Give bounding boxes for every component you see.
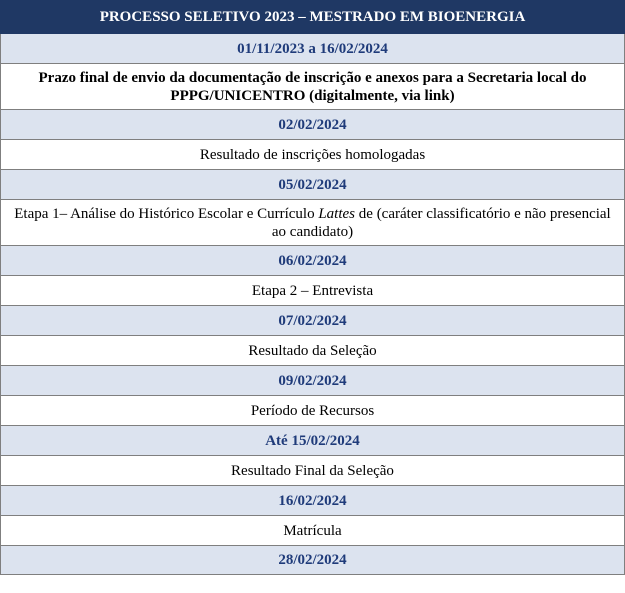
event-row xyxy=(1,516,625,546)
date-row xyxy=(1,110,625,140)
date-cell: 02/02/2024 xyxy=(1,110,625,140)
event-text: de (caráter classificatório e não presencial ao candidato) xyxy=(271,205,611,240)
date-row xyxy=(1,546,625,575)
date-row xyxy=(1,486,625,516)
event-cell: Resultado de inscrições homologadas xyxy=(1,140,625,170)
date-cell: 07/02/2024 xyxy=(1,306,625,336)
date-row xyxy=(1,170,625,200)
event-row xyxy=(1,396,625,426)
date-row xyxy=(1,246,625,276)
event-cell: Resultado da Seleção xyxy=(1,336,625,366)
event-row xyxy=(1,336,625,366)
date-row xyxy=(1,306,625,336)
event-cell: Período de Recursos xyxy=(1,396,625,426)
table-header-row xyxy=(1,1,625,34)
date-cell: 01/11/2023 a 16/02/2024 xyxy=(1,34,625,64)
date-row xyxy=(1,34,625,64)
date-cell: 28/02/2024 xyxy=(1,546,625,575)
event-row xyxy=(1,140,625,170)
event-row xyxy=(1,456,625,486)
event-cell: Resultado Final da Seleção xyxy=(1,456,625,486)
event-text-italic: Lattes xyxy=(318,205,356,222)
event-cell xyxy=(1,200,625,246)
event-row xyxy=(1,64,625,110)
date-row xyxy=(1,426,625,456)
date-cell: 09/02/2024 xyxy=(1,366,625,396)
event-cell: Prazo final de envio da documentação de inscrição e anexos para a Secretaria local do PPPG/UNICENTRO (digitalmente, via link) xyxy=(1,64,625,110)
table-title: PROCESSO SELETIVO 2023 – MESTRADO EM BIOENERGIA xyxy=(1,1,625,34)
date-row xyxy=(1,366,625,396)
event-cell: Matrícula xyxy=(1,516,625,546)
date-cell: 06/02/2024 xyxy=(1,246,625,276)
event-text: Etapa 1– Análise do Histórico Escolar e Currículo xyxy=(14,205,319,222)
date-cell: Até 15/02/2024 xyxy=(1,426,625,456)
event-row xyxy=(1,276,625,306)
date-cell: 16/02/2024 xyxy=(1,486,625,516)
event-cell: Etapa 2 – Entrevista xyxy=(1,276,625,306)
date-cell: 05/02/2024 xyxy=(1,170,625,200)
event-row xyxy=(1,200,625,246)
